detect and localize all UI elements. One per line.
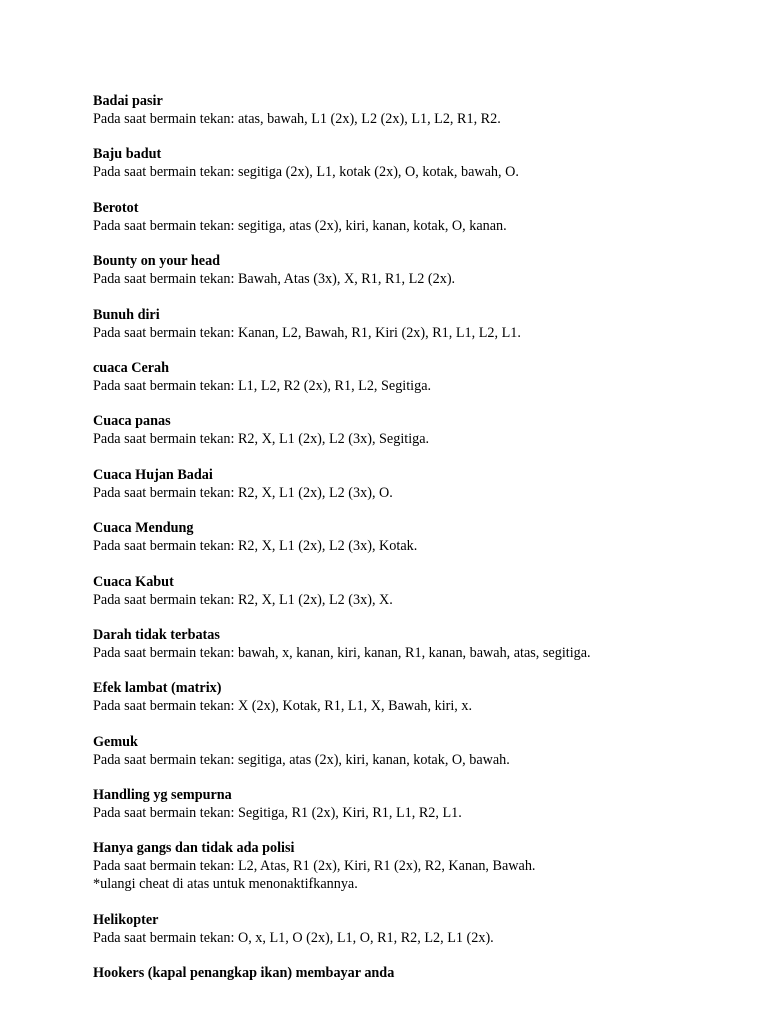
cheat-title: Hanya gangs dan tidak ada polisi (93, 840, 295, 857)
cheat-instruction: Pada saat bermain tekan: segitiga, atas (2x), kiri, kanan, kotak, O, kanan. (93, 217, 507, 234)
cheat-entry (93, 359, 753, 395)
cheat-title: Bounty on your head (93, 253, 221, 270)
cheat-title: Handling yg sempurna (93, 787, 232, 804)
cheat-entry (93, 252, 753, 288)
cheat-entry (93, 92, 753, 128)
cheat-title: Cuaca panas (93, 413, 171, 430)
cheat-instruction: Pada saat bermain tekan: Kanan, L2, Bawah, R1, Kiri (2x), R1, L1, L2, L1. (93, 324, 521, 341)
cheat-title: Darah tidak terbatas (93, 626, 220, 643)
cheat-entry (93, 412, 753, 448)
cheat-instruction: Pada saat bermain tekan: atas, bawah, L1 (2x), L2 (2x), L1, L2, R1, R2. (93, 111, 501, 127)
cheat-instruction: Pada saat bermain tekan: Segitiga, R1 (2x), Kiri, R1, L1, R2, L1. (93, 805, 462, 822)
cheat-instruction: Pada saat bermain tekan: X (2x), Kotak, R1, L1, X, Bawah, kiri, x. (93, 698, 473, 715)
cheat-title: cuaca Cerah (93, 359, 170, 376)
cheat-entry (93, 306, 753, 342)
cheat-entry (93, 519, 753, 555)
cheat-instruction: Pada saat bermain tekan: segitiga, atas (2x), kiri, kanan, kotak, O, bawah. (93, 751, 510, 768)
cheat-entry (93, 145, 753, 181)
cheat-title: Helikopter (93, 911, 159, 928)
cheat-title: Hookers (kapal penangkap ikan) membayar anda (93, 965, 395, 982)
cheat-title: Cuaca Kabut (93, 573, 174, 590)
cheat-entry (93, 911, 753, 947)
cheat-title: Baju badut (93, 146, 162, 163)
cheat-title: Cuaca Hujan Badai (93, 466, 213, 483)
cheat-entry (93, 466, 753, 502)
cheat-entry (93, 573, 753, 609)
cheat-instruction: Pada saat bermain tekan: L1, L2, R2 (2x), R1, L2, Segitiga. (93, 377, 432, 394)
cheat-instruction: Pada saat bermain tekan: R2, X, L1 (2x), L2 (3x), X. (93, 591, 393, 608)
cheat-title: Badai pasir (93, 93, 163, 109)
document-page (93, 92, 753, 1000)
cheat-title: Bunuh diri (93, 306, 160, 323)
cheat-entry (93, 786, 753, 822)
cheat-instruction: Pada saat bermain tekan: R2, X, L1 (2x), L2 (3x), Segitiga. (93, 431, 430, 448)
cheat-instruction: Pada saat bermain tekan: L2, Atas, R1 (2x), Kiri, R1 (2x), R2, Kanan, Bawah. (93, 858, 536, 875)
cheat-title: Efek lambat (matrix) (93, 680, 222, 697)
cheat-title: Berotot (93, 199, 139, 216)
cheat-instruction: *ulangi cheat di atas untuk menonaktifkannya. (93, 876, 358, 893)
cheat-entry (93, 964, 753, 982)
cheat-instruction: Pada saat bermain tekan: O, x, L1, O (2x), L1, O, R1, R2, L2, L1 (2x). (93, 929, 494, 946)
cheat-instruction: Pada saat bermain tekan: segitiga (2x), L1, kotak (2x), O, kotak, bawah, O. (93, 164, 519, 181)
cheat-entry (93, 199, 753, 235)
cheat-instruction: Pada saat bermain tekan: R2, X, L1 (2x), L2 (3x), Kotak. (93, 538, 418, 555)
cheat-entry (93, 733, 753, 769)
cheat-title: Cuaca Mendung (93, 520, 194, 537)
cheat-entry (93, 626, 753, 662)
cheat-instruction: Pada saat bermain tekan: R2, X, L1 (2x), L2 (3x), O. (93, 484, 393, 501)
cheat-entry (93, 679, 753, 715)
cheat-instruction: Pada saat bermain tekan: Bawah, Atas (3x), X, R1, R1, L2 (2x). (93, 271, 456, 288)
cheat-instruction: Pada saat bermain tekan: bawah, x, kanan, kiri, kanan, R1, kanan, bawah, atas, segitiga. (93, 644, 591, 661)
cheat-entry (93, 839, 753, 893)
cheat-title: Gemuk (93, 733, 138, 750)
